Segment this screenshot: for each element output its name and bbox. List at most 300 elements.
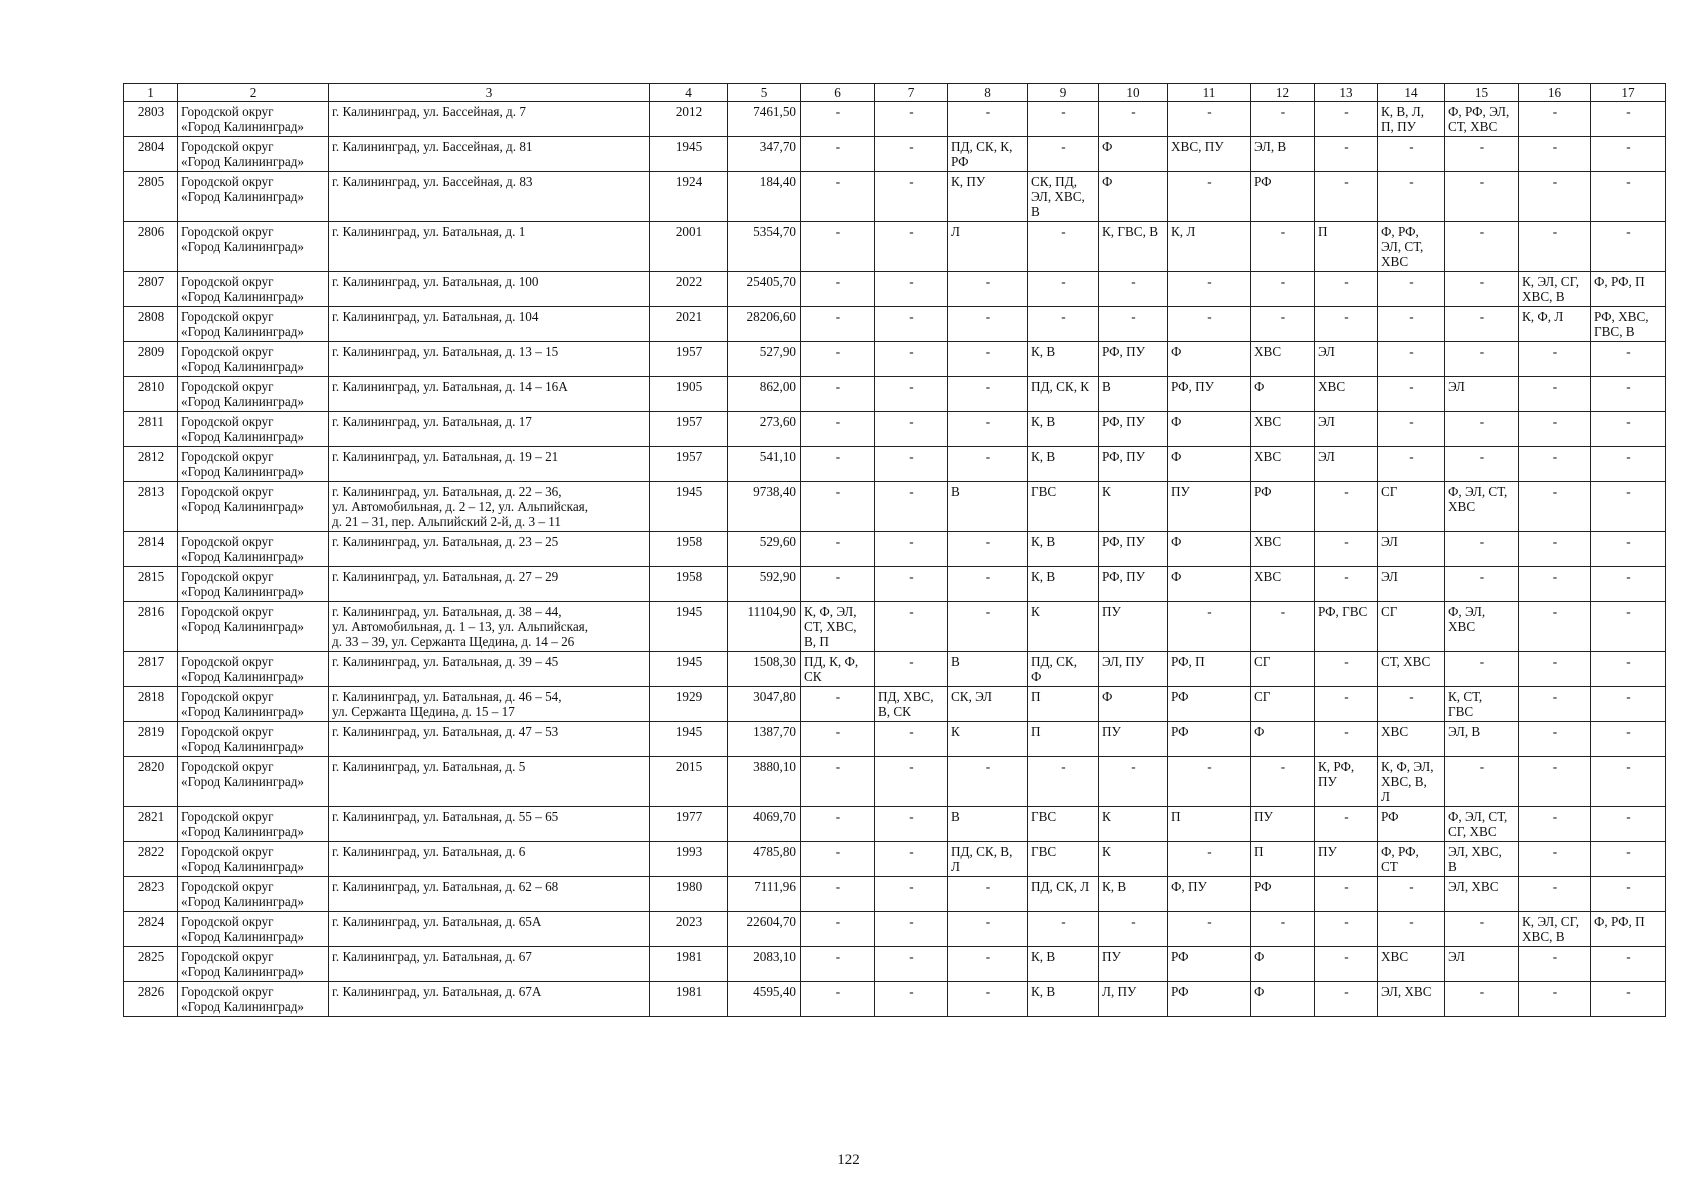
column-header-2: 2 (178, 84, 329, 102)
works-cell-col-13: ПУ (1315, 842, 1378, 877)
works-cell-col-10: К (1099, 807, 1168, 842)
row-number-cell: 2810 (124, 377, 178, 412)
works-cell-col-9: К, В (1028, 447, 1099, 482)
area-cell: 11104,90 (728, 602, 801, 652)
works-cell-col-13: П (1315, 222, 1378, 272)
address-cell: г. Калининград, ул. Батальная, д. 47 – 53 (329, 722, 650, 757)
works-cell-col-14: - (1378, 877, 1445, 912)
works-cell-col-11: Ф (1168, 447, 1251, 482)
municipality-cell: Городской округ «Город Калининград» (178, 807, 329, 842)
works-cell-col-10: К, В (1099, 877, 1168, 912)
works-cell-col-12: - (1251, 272, 1315, 307)
works-cell-col-9: К, В (1028, 342, 1099, 377)
table-row (124, 687, 1666, 722)
column-header-7: 7 (875, 84, 948, 102)
works-cell-col-10: - (1099, 102, 1168, 137)
works-cell-col-11: Ф (1168, 567, 1251, 602)
works-cell-col-7: - (875, 842, 948, 877)
year-cell: 1980 (650, 877, 728, 912)
works-cell-col-17: Ф, РФ, П (1591, 912, 1666, 947)
year-cell: 1929 (650, 687, 728, 722)
works-cell-col-11: К, Л (1168, 222, 1251, 272)
works-cell-col-13: - (1315, 102, 1378, 137)
works-cell-col-10: РФ, ПУ (1099, 412, 1168, 447)
address-cell: г. Калининград, ул. Батальная, д. 65А (329, 912, 650, 947)
municipality-cell: Городской округ «Город Калининград» (178, 102, 329, 137)
works-cell-col-16: - (1519, 947, 1591, 982)
works-cell-col-15: - (1445, 447, 1519, 482)
area-cell: 4595,40 (728, 982, 801, 1017)
works-cell-col-11: - (1168, 102, 1251, 137)
works-cell-col-15: - (1445, 272, 1519, 307)
works-cell-col-6: - (801, 912, 875, 947)
works-cell-col-6: - (801, 757, 875, 807)
works-cell-col-6: - (801, 687, 875, 722)
works-cell-col-8: - (948, 102, 1028, 137)
works-cell-col-15: - (1445, 567, 1519, 602)
area-cell: 862,00 (728, 377, 801, 412)
works-cell-col-12: - (1251, 602, 1315, 652)
page-number: 122 (837, 1152, 860, 1168)
year-cell: 2023 (650, 912, 728, 947)
works-cell-col-13: - (1315, 982, 1378, 1017)
works-cell-col-6: - (801, 377, 875, 412)
works-cell-col-11: - (1168, 602, 1251, 652)
table-row (124, 652, 1666, 687)
works-cell-col-17: - (1591, 842, 1666, 877)
row-number-cell: 2819 (124, 722, 178, 757)
municipality-cell: Городской округ «Город Калининград» (178, 757, 329, 807)
works-cell-col-7: - (875, 912, 948, 947)
works-cell-col-8: СК, ЭЛ (948, 687, 1028, 722)
area-cell: 529,60 (728, 532, 801, 567)
works-cell-col-11: РФ, П (1168, 652, 1251, 687)
works-cell-col-9: П (1028, 687, 1099, 722)
municipality-cell: Городской округ «Город Калининград» (178, 447, 329, 482)
table-row (124, 342, 1666, 377)
year-cell: 2015 (650, 757, 728, 807)
works-cell-col-13: - (1315, 912, 1378, 947)
municipality-cell: Городской округ «Город Калининград» (178, 652, 329, 687)
row-number-cell: 2818 (124, 687, 178, 722)
works-cell-col-12: - (1251, 307, 1315, 342)
works-cell-col-10: - (1099, 272, 1168, 307)
area-cell: 9738,40 (728, 482, 801, 532)
works-cell-col-9: - (1028, 222, 1099, 272)
works-cell-col-15: ЭЛ, В (1445, 722, 1519, 757)
works-cell-col-11: Ф (1168, 412, 1251, 447)
works-cell-col-7: - (875, 412, 948, 447)
works-cell-col-12: - (1251, 912, 1315, 947)
works-cell-col-10: РФ, ПУ (1099, 447, 1168, 482)
works-cell-col-13: ЭЛ (1315, 412, 1378, 447)
works-cell-col-9: К, В (1028, 982, 1099, 1017)
works-cell-col-16: - (1519, 757, 1591, 807)
works-cell-col-15: - (1445, 532, 1519, 567)
works-cell-col-7: ПД, ХВС, В, СК (875, 687, 948, 722)
address-cell: г. Калининград, ул. Батальная, д. 67А (329, 982, 650, 1017)
works-cell-col-14: СТ, ХВС (1378, 652, 1445, 687)
works-cell-col-12: ХВС (1251, 567, 1315, 602)
works-cell-col-8: - (948, 447, 1028, 482)
works-cell-col-6: - (801, 567, 875, 602)
works-cell-col-12: П (1251, 842, 1315, 877)
year-cell: 1977 (650, 807, 728, 842)
works-cell-col-13: ХВС (1315, 377, 1378, 412)
works-cell-col-9: К, В (1028, 947, 1099, 982)
works-cell-col-13: - (1315, 687, 1378, 722)
address-cell: г. Калининград, ул. Батальная, д. 17 (329, 412, 650, 447)
works-cell-col-15: - (1445, 172, 1519, 222)
works-cell-col-8: К (948, 722, 1028, 757)
works-cell-col-16: - (1519, 982, 1591, 1017)
column-header-3: 3 (329, 84, 650, 102)
table-row (124, 807, 1666, 842)
column-header-16: 16 (1519, 84, 1591, 102)
works-cell-col-12: Ф (1251, 947, 1315, 982)
area-cell: 7461,50 (728, 102, 801, 137)
works-cell-col-9: - (1028, 102, 1099, 137)
works-cell-col-10: РФ, ПУ (1099, 342, 1168, 377)
works-cell-col-9: СК, ПД, ЭЛ, ХВС, В (1028, 172, 1099, 222)
works-cell-col-17: - (1591, 137, 1666, 172)
table-row (124, 482, 1666, 532)
works-cell-col-8: - (948, 532, 1028, 567)
works-cell-col-13: - (1315, 807, 1378, 842)
year-cell: 1957 (650, 342, 728, 377)
year-cell: 2012 (650, 102, 728, 137)
works-cell-col-8: - (948, 602, 1028, 652)
column-header-13: 13 (1315, 84, 1378, 102)
table-row (124, 447, 1666, 482)
works-cell-col-16: - (1519, 137, 1591, 172)
area-cell: 592,90 (728, 567, 801, 602)
row-number-cell: 2820 (124, 757, 178, 807)
table-row (124, 102, 1666, 137)
table-row (124, 947, 1666, 982)
works-cell-col-17: - (1591, 757, 1666, 807)
area-cell: 28206,60 (728, 307, 801, 342)
table-row (124, 912, 1666, 947)
works-cell-col-11: ПУ (1168, 482, 1251, 532)
works-cell-col-17: РФ, ХВС, ГВС, В (1591, 307, 1666, 342)
table-row (124, 842, 1666, 877)
row-number-cell: 2814 (124, 532, 178, 567)
municipality-cell: Городской округ «Город Калининград» (178, 342, 329, 377)
column-header-8: 8 (948, 84, 1028, 102)
municipality-cell: Городской округ «Город Калининград» (178, 307, 329, 342)
works-cell-col-9: ПД, СК, Л (1028, 877, 1099, 912)
works-cell-col-16: - (1519, 807, 1591, 842)
works-cell-col-17: - (1591, 482, 1666, 532)
works-cell-col-6: - (801, 877, 875, 912)
column-header-12: 12 (1251, 84, 1315, 102)
works-cell-col-7: - (875, 982, 948, 1017)
row-number-cell: 2808 (124, 307, 178, 342)
works-cell-col-7: - (875, 342, 948, 377)
address-cell: г. Калининград, ул. Батальная, д. 67 (329, 947, 650, 982)
works-cell-col-10: ПУ (1099, 722, 1168, 757)
works-cell-col-6: - (801, 807, 875, 842)
area-cell: 1387,70 (728, 722, 801, 757)
works-cell-col-12: ХВС (1251, 342, 1315, 377)
works-cell-col-10: ПУ (1099, 947, 1168, 982)
works-cell-col-6: ПД, К, Ф, СК (801, 652, 875, 687)
works-cell-col-8: - (948, 307, 1028, 342)
works-cell-col-9: ПД, СК, К (1028, 377, 1099, 412)
works-cell-col-8: - (948, 567, 1028, 602)
works-cell-col-11: РФ (1168, 982, 1251, 1017)
table-row (124, 272, 1666, 307)
works-cell-col-13: РФ, ГВС (1315, 602, 1378, 652)
works-cell-col-6: - (801, 342, 875, 377)
works-cell-col-12: - (1251, 222, 1315, 272)
address-cell: г. Калининград, ул. Батальная, д. 22 – 36, ул. Автомобильная, д. 2 – 12, ул. Альпийская, д. 21 – 31, пер. Альпийский 2-й, д. 3 – 11 (329, 482, 650, 532)
works-cell-col-8: - (948, 912, 1028, 947)
works-cell-col-12: ЭЛ, В (1251, 137, 1315, 172)
works-cell-col-16: - (1519, 172, 1591, 222)
row-number-cell: 2804 (124, 137, 178, 172)
works-cell-col-14: ЭЛ (1378, 532, 1445, 567)
works-cell-col-7: - (875, 137, 948, 172)
works-cell-col-11: - (1168, 272, 1251, 307)
municipality-cell: Городской округ «Город Калининград» (178, 137, 329, 172)
works-cell-col-12: Ф (1251, 377, 1315, 412)
works-cell-col-16: - (1519, 412, 1591, 447)
municipality-cell: Городской округ «Город Калининград» (178, 722, 329, 757)
works-cell-col-11: - (1168, 307, 1251, 342)
works-cell-col-14: СГ (1378, 602, 1445, 652)
works-cell-col-16: - (1519, 567, 1591, 602)
address-cell: г. Калининград, ул. Батальная, д. 5 (329, 757, 650, 807)
works-cell-col-10: Ф (1099, 687, 1168, 722)
works-cell-col-12: РФ (1251, 172, 1315, 222)
works-cell-col-8: Л (948, 222, 1028, 272)
table-row (124, 172, 1666, 222)
column-header-4: 4 (650, 84, 728, 102)
works-cell-col-6: - (801, 722, 875, 757)
works-cell-col-17: - (1591, 172, 1666, 222)
works-cell-col-8: - (948, 412, 1028, 447)
area-cell: 7111,96 (728, 877, 801, 912)
works-cell-col-10: В (1099, 377, 1168, 412)
works-cell-col-6: - (801, 447, 875, 482)
works-cell-col-16: К, Ф, Л (1519, 307, 1591, 342)
year-cell: 2021 (650, 307, 728, 342)
table-row (124, 722, 1666, 757)
works-cell-col-9: - (1028, 307, 1099, 342)
area-cell: 1508,30 (728, 652, 801, 687)
column-header-17: 17 (1591, 84, 1666, 102)
area-cell: 347,70 (728, 137, 801, 172)
works-cell-col-10: К, ГВС, В (1099, 222, 1168, 272)
works-cell-col-12: - (1251, 102, 1315, 137)
works-cell-col-14: - (1378, 687, 1445, 722)
row-number-cell: 2815 (124, 567, 178, 602)
works-cell-col-16: - (1519, 687, 1591, 722)
works-cell-col-10: ЭЛ, ПУ (1099, 652, 1168, 687)
works-cell-col-11: РФ (1168, 722, 1251, 757)
address-cell: г. Калининград, ул. Батальная, д. 27 – 29 (329, 567, 650, 602)
works-cell-col-13: - (1315, 137, 1378, 172)
works-cell-col-7: - (875, 807, 948, 842)
works-cell-col-13: - (1315, 567, 1378, 602)
table-row (124, 307, 1666, 342)
works-cell-col-13: ЭЛ (1315, 342, 1378, 377)
works-cell-col-12: ХВС (1251, 412, 1315, 447)
table-header-row (124, 84, 1666, 102)
address-cell: г. Калининград, ул. Батальная, д. 104 (329, 307, 650, 342)
works-cell-col-6: - (801, 482, 875, 532)
address-cell: г. Калининград, ул. Батальная, д. 38 – 44, ул. Автомобильная, д. 1 – 13, ул. Альпийская, д. 33 – 39, ул. Сержанта Щедина, д. 14 – 26 (329, 602, 650, 652)
municipality-cell: Городской округ «Город Калининград» (178, 377, 329, 412)
works-cell-col-10: К (1099, 842, 1168, 877)
works-cell-col-14: - (1378, 912, 1445, 947)
row-number-cell: 2805 (124, 172, 178, 222)
municipality-cell: Городской округ «Город Калининград» (178, 172, 329, 222)
works-cell-col-13: - (1315, 532, 1378, 567)
works-cell-col-6: - (801, 532, 875, 567)
works-cell-col-17: - (1591, 722, 1666, 757)
works-cell-col-15: - (1445, 412, 1519, 447)
works-cell-col-7: - (875, 722, 948, 757)
works-cell-col-8: - (948, 272, 1028, 307)
area-cell: 25405,70 (728, 272, 801, 307)
works-cell-col-7: - (875, 947, 948, 982)
works-cell-col-14: - (1378, 307, 1445, 342)
year-cell: 1958 (650, 567, 728, 602)
works-cell-col-7: - (875, 102, 948, 137)
works-cell-col-6: - (801, 412, 875, 447)
works-cell-col-16: - (1519, 877, 1591, 912)
works-cell-col-11: РФ (1168, 947, 1251, 982)
table-row (124, 567, 1666, 602)
municipality-cell: Городской округ «Город Калининград» (178, 687, 329, 722)
works-cell-col-6: - (801, 272, 875, 307)
municipality-cell: Городской округ «Город Калининград» (178, 272, 329, 307)
works-cell-col-9: - (1028, 137, 1099, 172)
works-cell-col-6: - (801, 982, 875, 1017)
works-cell-col-7: - (875, 877, 948, 912)
table-row (124, 877, 1666, 912)
works-cell-col-14: - (1378, 447, 1445, 482)
works-cell-col-15: Ф, РФ, ЭЛ, СТ, ХВС (1445, 102, 1519, 137)
works-cell-col-12: ХВС (1251, 532, 1315, 567)
area-cell: 3880,10 (728, 757, 801, 807)
works-cell-col-10: Ф (1099, 137, 1168, 172)
works-cell-col-13: - (1315, 652, 1378, 687)
works-cell-col-17: - (1591, 342, 1666, 377)
works-cell-col-6: - (801, 172, 875, 222)
table-row (124, 377, 1666, 412)
works-cell-col-8: - (948, 982, 1028, 1017)
row-number-cell: 2812 (124, 447, 178, 482)
address-cell: г. Калининград, ул. Батальная, д. 14 – 16А (329, 377, 650, 412)
works-cell-col-13: К, РФ, ПУ (1315, 757, 1378, 807)
works-cell-col-6: - (801, 102, 875, 137)
works-cell-col-12: РФ (1251, 482, 1315, 532)
municipality-cell: Городской округ «Город Калининград» (178, 602, 329, 652)
year-cell: 1981 (650, 947, 728, 982)
year-cell: 1905 (650, 377, 728, 412)
works-cell-col-9: - (1028, 272, 1099, 307)
address-cell: г. Калининград, ул. Батальная, д. 6 (329, 842, 650, 877)
works-cell-col-6: - (801, 307, 875, 342)
works-cell-col-14: - (1378, 272, 1445, 307)
works-cell-col-10: РФ, ПУ (1099, 532, 1168, 567)
year-cell: 2022 (650, 272, 728, 307)
works-cell-col-16: - (1519, 602, 1591, 652)
works-cell-col-8: В (948, 482, 1028, 532)
works-cell-col-13: - (1315, 482, 1378, 532)
works-cell-col-17: - (1591, 447, 1666, 482)
works-cell-col-17: - (1591, 687, 1666, 722)
works-cell-col-12: Ф (1251, 722, 1315, 757)
works-cell-col-10: - (1099, 912, 1168, 947)
row-number-cell: 2806 (124, 222, 178, 272)
table-body (124, 102, 1666, 1017)
year-cell: 2001 (650, 222, 728, 272)
works-cell-col-16: К, ЭЛ, СГ, ХВС, В (1519, 912, 1591, 947)
municipality-cell: Городской округ «Город Калининград» (178, 482, 329, 532)
housing-registry-table (123, 83, 1666, 1017)
works-cell-col-8: В (948, 807, 1028, 842)
column-header-11: 11 (1168, 84, 1251, 102)
works-cell-col-7: - (875, 602, 948, 652)
row-number-cell: 2825 (124, 947, 178, 982)
works-cell-col-12: ХВС (1251, 447, 1315, 482)
municipality-cell: Городской округ «Город Калининград» (178, 532, 329, 567)
works-cell-col-6: - (801, 947, 875, 982)
area-cell: 527,90 (728, 342, 801, 377)
area-cell: 22604,70 (728, 912, 801, 947)
works-cell-col-14: - (1378, 137, 1445, 172)
works-cell-col-9: К, В (1028, 532, 1099, 567)
works-cell-col-15: - (1445, 137, 1519, 172)
works-cell-col-16: - (1519, 447, 1591, 482)
column-header-5: 5 (728, 84, 801, 102)
works-cell-col-10: ПУ (1099, 602, 1168, 652)
works-cell-col-17: - (1591, 982, 1666, 1017)
table-row (124, 532, 1666, 567)
area-cell: 184,40 (728, 172, 801, 222)
municipality-cell: Городской округ «Город Калининград» (178, 947, 329, 982)
document-table-container (123, 83, 1666, 1017)
works-cell-col-7: - (875, 172, 948, 222)
works-cell-col-7: - (875, 532, 948, 567)
works-cell-col-15: Ф, ЭЛ, СТ, СГ, ХВС (1445, 807, 1519, 842)
works-cell-col-14: К, В, Л, П, ПУ (1378, 102, 1445, 137)
row-number-cell: 2822 (124, 842, 178, 877)
works-cell-col-13: ЭЛ (1315, 447, 1378, 482)
address-cell: г. Калининград, ул. Бассейная, д. 81 (329, 137, 650, 172)
year-cell: 1981 (650, 982, 728, 1017)
works-cell-col-6: - (801, 842, 875, 877)
works-cell-col-8: - (948, 757, 1028, 807)
works-cell-col-17: - (1591, 807, 1666, 842)
table-row (124, 602, 1666, 652)
row-number-cell: 2823 (124, 877, 178, 912)
works-cell-col-8: - (948, 377, 1028, 412)
table-row (124, 137, 1666, 172)
works-cell-col-6: - (801, 137, 875, 172)
works-cell-col-14: ЭЛ (1378, 567, 1445, 602)
works-cell-col-14: ХВС (1378, 722, 1445, 757)
works-cell-col-17: - (1591, 532, 1666, 567)
works-cell-col-11: П (1168, 807, 1251, 842)
works-cell-col-9: К (1028, 602, 1099, 652)
works-cell-col-12: СГ (1251, 652, 1315, 687)
